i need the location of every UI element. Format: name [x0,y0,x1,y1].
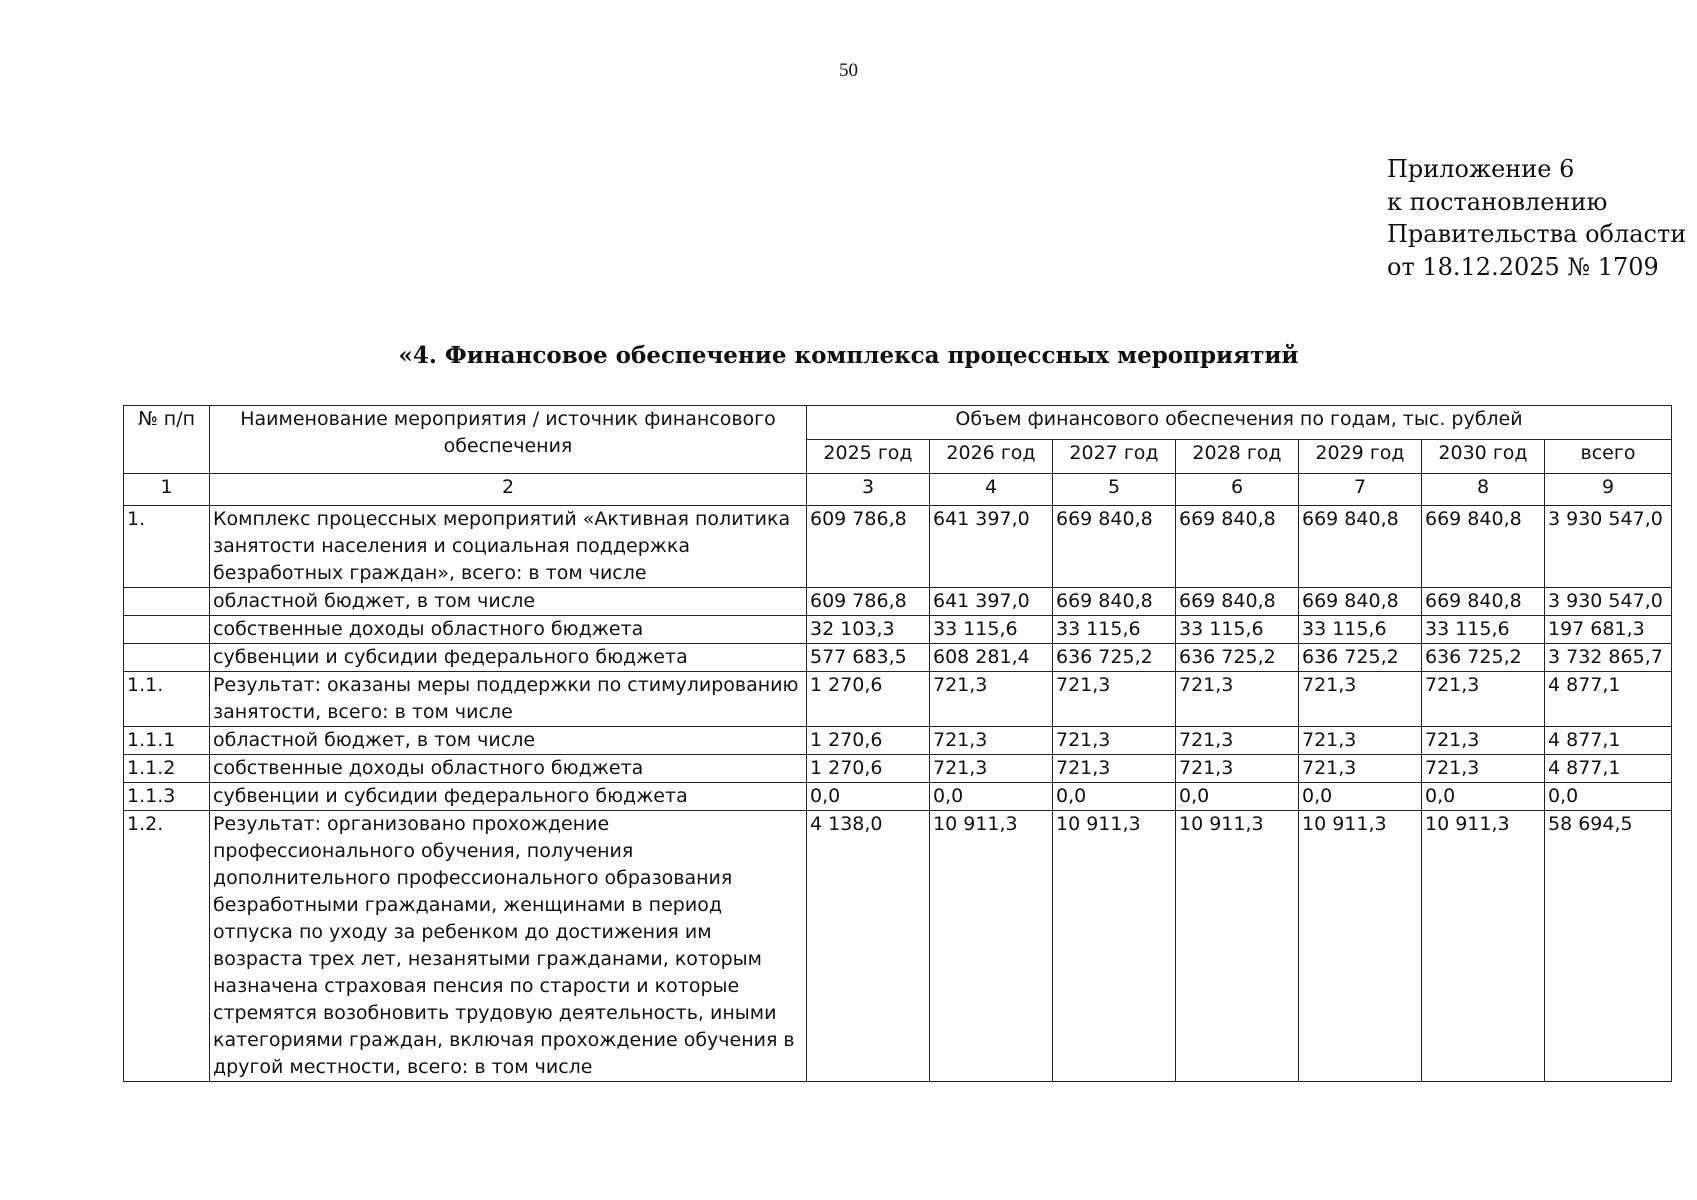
financing-table [123,405,1672,1082]
row-name: областной бюджет, в том числе [210,727,807,755]
table-row [124,588,1672,616]
column-number: 9 [1545,474,1672,506]
header-num: № п/п [124,406,210,474]
header-year: 2027 год [1053,440,1176,474]
row-value: 721,3 [1299,727,1422,755]
row-value: 669 840,8 [1422,506,1545,588]
row-value: 609 786,8 [807,588,930,616]
page-number: 50 [839,60,858,81]
row-value: 669 840,8 [1299,506,1422,588]
row-value: 33 115,6 [1299,616,1422,644]
table-row [124,811,1672,1082]
row-value: 669 840,8 [1053,506,1176,588]
row-name: Результат: организовано прохождение профессионального обучения, получения дополнительного профессионального образования безработными гражданами, женщинами в период отпуска по уходу за ребенком до достижения им возраста трех лет, незанятыми гражданами, которым назначена страховая пенсия по старости и которые стремятся возобновить трудовую деятельность, иными категориями граждан, включая прохождение обучения в другой местности, всего: в том числе [210,811,807,1082]
appendix-line: к постановлению [1387,187,1608,216]
appendix-line: Правительства области [1387,220,1687,248]
row-value: 577 683,5 [807,644,930,672]
row-value: 636 725,2 [1422,644,1545,672]
row-value: 669 840,8 [1053,588,1176,616]
row-value: 0,0 [807,783,930,811]
row-total: 58 694,5 [1545,811,1672,1082]
row-value: 33 115,6 [1176,616,1299,644]
row-value: 1 270,6 [807,755,930,783]
column-number: 4 [930,474,1053,506]
row-value: 0,0 [1299,783,1422,811]
header-year: 2028 год [1176,440,1299,474]
row-value: 32 103,3 [807,616,930,644]
row-value: 33 115,6 [930,616,1053,644]
row-number: 1.1. [124,672,210,727]
row-name: субвенции и субсидии федерального бюджета [210,783,807,811]
row-value: 0,0 [1176,783,1299,811]
row-value: 669 840,8 [1176,588,1299,616]
document-title: «4. Финансовое обеспечение комплекса процессных мероприятий [398,342,1299,369]
row-name: Комплекс процессных мероприятий «Активная политика занятости населения и социальная поддержка безработных граждан», всего: в том числе [210,506,807,588]
column-number: 2 [210,474,807,506]
appendix-block [1387,153,1686,283]
row-number: 1.1.3 [124,783,210,811]
row-value: 4 138,0 [807,811,930,1082]
table-row [124,616,1672,644]
header-total: всего [1545,440,1672,474]
header-volume: Объем финансового обеспечения по годам, тыс. рублей [807,406,1672,440]
row-value: 33 115,6 [1422,616,1545,644]
row-total: 197 681,3 [1545,616,1672,644]
header-year: 2025 год [807,440,930,474]
row-total: 3 732 865,7 [1545,644,1672,672]
header-name: Наименование мероприятия / источник финансового обеспечения [210,406,807,474]
row-number: 1.1.1 [124,727,210,755]
row-value: 636 725,2 [1176,644,1299,672]
row-value: 721,3 [1176,672,1299,727]
row-value: 641 397,0 [930,506,1053,588]
row-total: 3 930 547,0 [1545,588,1672,616]
column-number: 8 [1422,474,1545,506]
row-total: 4 877,1 [1545,672,1672,727]
row-value: 669 840,8 [1299,588,1422,616]
row-value: 10 911,3 [1053,811,1176,1082]
row-value: 721,3 [930,727,1053,755]
row-value: 10 911,3 [930,811,1053,1082]
row-value: 1 270,6 [807,672,930,727]
row-value: 721,3 [1176,755,1299,783]
row-name: Результат: оказаны меры поддержки по стимулированию занятости, всего: в том числе [210,672,807,727]
row-name: областной бюджет, в том числе [210,588,807,616]
column-number: 6 [1176,474,1299,506]
appendix-line: Приложение 6 [1387,155,1575,183]
row-value: 1 270,6 [807,727,930,755]
row-total: 3 930 547,0 [1545,506,1672,588]
row-number [124,588,210,616]
row-name: субвенции и субсидии федерального бюджета [210,644,807,672]
row-value: 636 725,2 [1299,644,1422,672]
row-value: 669 840,8 [1176,506,1299,588]
row-value: 721,3 [1422,755,1545,783]
table-row [124,755,1672,783]
row-value: 609 786,8 [807,506,930,588]
table-row [124,644,1672,672]
row-name: собственные доходы областного бюджета [210,616,807,644]
row-number [124,616,210,644]
table-row [124,672,1672,727]
row-total: 4 877,1 [1545,755,1672,783]
row-value: 721,3 [1299,672,1422,727]
column-number: 3 [807,474,930,506]
row-value: 0,0 [1422,783,1545,811]
row-value: 0,0 [930,783,1053,811]
row-value: 721,3 [1299,755,1422,783]
row-total: 0,0 [1545,783,1672,811]
column-numbers-row [124,474,1672,506]
header-year: 2030 год [1422,440,1545,474]
row-value: 33 115,6 [1053,616,1176,644]
row-value: 721,3 [1053,672,1176,727]
table-row [124,506,1672,588]
row-value: 721,3 [1053,755,1176,783]
row-value: 10 911,3 [1176,811,1299,1082]
header-year: 2029 год [1299,440,1422,474]
column-number: 1 [124,474,210,506]
row-value: 10 911,3 [1422,811,1545,1082]
row-value: 721,3 [930,755,1053,783]
row-number: 1.2. [124,811,210,1082]
row-value: 641 397,0 [930,588,1053,616]
header-row [124,406,1672,440]
header-year: 2026 год [930,440,1053,474]
row-name: собственные доходы областного бюджета [210,755,807,783]
row-value: 636 725,2 [1053,644,1176,672]
row-value: 10 911,3 [1299,811,1422,1082]
column-number: 5 [1053,474,1176,506]
row-number [124,644,210,672]
row-value: 721,3 [1422,727,1545,755]
row-value: 721,3 [1053,727,1176,755]
row-value: 608 281,4 [930,644,1053,672]
appendix-line: от 18.12.2025 № 1709 [1387,252,1659,281]
row-number: 1. [124,506,210,588]
table-row [124,783,1672,811]
row-value: 721,3 [1176,727,1299,755]
column-number: 7 [1299,474,1422,506]
row-value: 721,3 [1422,672,1545,727]
table-row [124,727,1672,755]
row-number: 1.1.2 [124,755,210,783]
row-total: 4 877,1 [1545,727,1672,755]
row-value: 669 840,8 [1422,588,1545,616]
row-value: 721,3 [930,672,1053,727]
row-value: 0,0 [1053,783,1176,811]
